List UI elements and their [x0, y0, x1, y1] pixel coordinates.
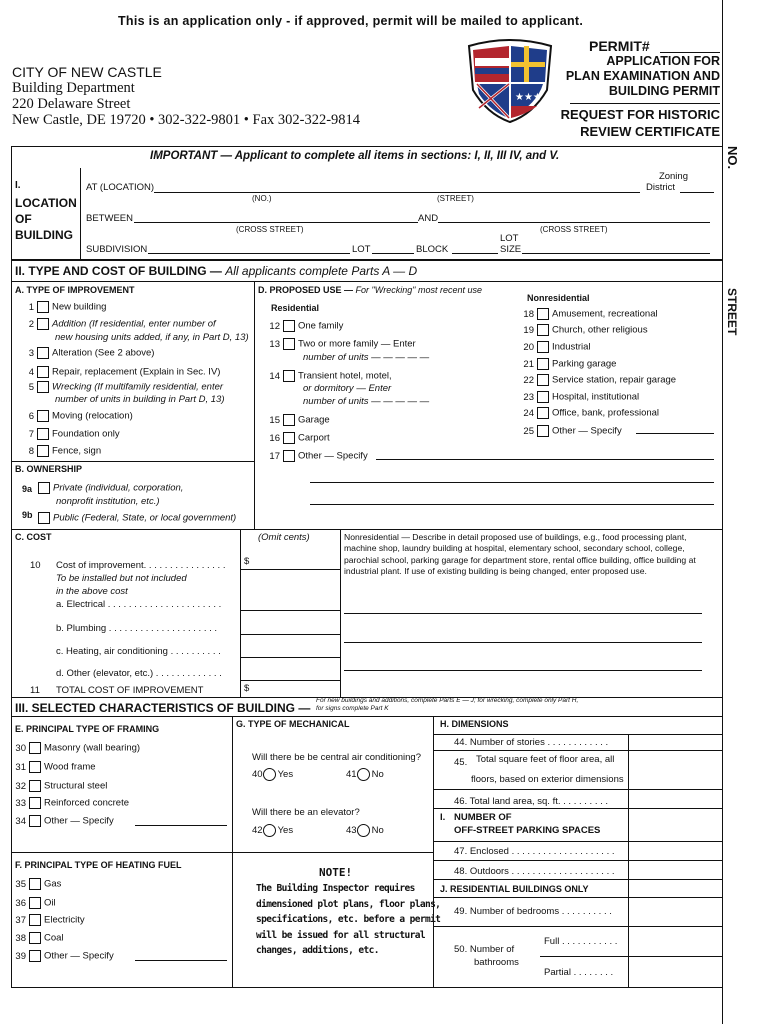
s1-title-2: OF: [15, 212, 32, 226]
framing-33-checkbox[interactable]: [29, 797, 41, 809]
subdivision-label: SUBDIVISION: [86, 244, 148, 255]
fuel-38-num: 38: [15, 932, 26, 944]
a-title: A. TYPE OF IMPROVEMENT: [15, 285, 135, 295]
block-label: BLOCK: [416, 244, 449, 255]
nonres-item-24-option[interactable]: [520, 407, 659, 419]
fuel-35-text: Gas: [44, 878, 62, 890]
res-item-cont-5: number of units — — — — —: [303, 396, 430, 407]
fuel-39-option[interactable]: [12, 950, 114, 962]
nonres-item-23-option[interactable]: [520, 391, 639, 403]
e-title: E. PRINCIPAL TYPE OF FRAMING: [15, 724, 160, 734]
heating-field[interactable]: [240, 657, 340, 658]
at-location-label: AT (LOCATION): [86, 182, 155, 193]
res-item-17-checkbox[interactable]: [283, 450, 295, 462]
c10-sub-2: in the above cost: [56, 586, 128, 597]
c10-text: Cost of improvement. . . . . . . . . . . . . . . .: [56, 560, 226, 571]
permit-title-1: APPLICATION FOR: [606, 54, 720, 68]
nonres-item-20-option[interactable]: [520, 341, 591, 353]
lot-size-label-2: SIZE: [500, 244, 522, 255]
res-item-12-text: One family: [298, 320, 344, 332]
a-item-4-num: 4: [28, 366, 34, 378]
and-label: AND: [418, 213, 439, 224]
res-item-16-num: 16: [269, 432, 280, 444]
nonres-item-23-checkbox[interactable]: [537, 391, 549, 403]
g43-option[interactable]: [346, 824, 384, 837]
a-item-7-text: Foundation only: [52, 428, 120, 440]
ac-yes-label: Yes: [277, 769, 294, 781]
a-item-5-option[interactable]: [20, 381, 223, 393]
permit-title-5: REVIEW CERTIFICATE: [580, 124, 720, 139]
nonres-item-18-text: Amusement, recreational: [552, 308, 658, 320]
city-dept: Building Department: [12, 80, 135, 96]
s3-note-1: For new buildings and additions, complete Parts E — J; for wrecking, complete only Part H,: [316, 697, 579, 704]
g42-num: 42: [252, 825, 263, 837]
important-note: IMPORTANT — Applicant to complete all items in sections: I, II, III IV, and V.: [150, 150, 560, 162]
j50-text-2: bathrooms: [474, 957, 519, 968]
between-label: BETWEEN: [86, 213, 133, 224]
fuel-38-checkbox[interactable]: [29, 932, 41, 944]
s3-note-2: for signs complete Part K: [316, 705, 389, 712]
nonres-item-21-num: 21: [523, 358, 534, 370]
fuel-36-checkbox[interactable]: [29, 897, 41, 909]
a-item-7-checkbox[interactable]: [37, 428, 49, 440]
lot-size-field[interactable]: [522, 253, 710, 254]
framing-30-option[interactable]: [12, 742, 140, 754]
c10-num: 10: [30, 560, 41, 571]
nonres-item-23-text: Hospital, institutional: [552, 391, 640, 403]
b-title: B. OWNERSHIP: [15, 464, 83, 474]
b9b-num: 9b: [22, 510, 33, 520]
desc-line-1[interactable]: [344, 613, 702, 614]
nonres-item-22-checkbox[interactable]: [537, 374, 549, 386]
zoning-label-1: Zoning: [658, 171, 688, 182]
b9b-option[interactable]: [38, 512, 236, 524]
elevator-yes-label: Yes: [277, 825, 294, 837]
a-item-2-option[interactable]: [20, 318, 216, 330]
fuel-37-num: 37: [15, 914, 26, 926]
res-item-13-option[interactable]: [266, 338, 416, 350]
nonres-item-20-checkbox[interactable]: [537, 341, 549, 353]
fuel-38-text: Coal: [44, 932, 64, 944]
cost-other: d. Other (elevator, etc.) . . . . . . . . . . . . .: [56, 668, 222, 679]
fuel-37-checkbox[interactable]: [29, 914, 41, 926]
other-cost-field[interactable]: [240, 680, 340, 681]
svg-text:★★★: ★★★: [515, 92, 542, 103]
j49: 49. Number of bedrooms . . . . . . . . . .: [454, 906, 612, 917]
framing-30-num: 30: [15, 742, 26, 754]
framing-32-text: Structural steel: [44, 780, 108, 792]
g40-option[interactable]: [252, 768, 293, 781]
a-item-cont-6: number of units in building in Part D, 13): [55, 394, 225, 405]
f-title: F. PRINCIPAL TYPE OF HEATING FUEL: [15, 860, 182, 870]
permit-title-3: BUILDING PERMIT: [608, 84, 720, 98]
side-street-label: STREET: [725, 288, 739, 336]
i-title-1: NUMBER OF: [454, 812, 512, 823]
c10-field[interactable]: [240, 569, 340, 570]
res-item-cont-4: or dormitory — Enter: [303, 383, 392, 394]
framing-30-text: Masonry (wall bearing): [44, 742, 141, 754]
plumbing-field[interactable]: [240, 634, 340, 635]
framing-31-checkbox[interactable]: [29, 761, 41, 773]
b9b-text: Public (Federal, State, or local government): [53, 512, 237, 524]
res-item-12-num: 12: [269, 320, 280, 332]
no-caption: (NO.): [252, 194, 272, 203]
note-title: NOTE!: [319, 866, 353, 879]
res-other-specify-line[interactable]: [376, 459, 714, 460]
h44: 44. Number of stories . . . . . . . . . . . .: [454, 737, 609, 748]
b9b-checkbox[interactable]: [38, 512, 50, 524]
fuel-39-num: 39: [15, 950, 26, 962]
lot-size-label-1: LOT: [500, 233, 519, 244]
j-title: J. RESIDENTIAL BUILDINGS ONLY: [440, 884, 589, 894]
j50-partial: Partial . . . . . . . .: [544, 967, 614, 978]
framing-34-checkbox[interactable]: [29, 815, 41, 827]
s3-title: III. SELECTED CHARACTERISTICS OF BUILDING —: [15, 701, 311, 715]
g40-num: 40: [252, 769, 263, 781]
s1-num: I.: [15, 180, 21, 191]
note-line-3: will be issued for all structural: [256, 929, 425, 941]
elevator-yes-radio[interactable]: [263, 824, 276, 837]
elevator-no-label: No: [371, 825, 384, 837]
a-item-5-num: 5: [28, 381, 34, 393]
framing-34-option[interactable]: [12, 815, 114, 827]
note-line-4: changes, additions, etc.: [256, 945, 379, 956]
cost-electrical: a. Electrical . . . . . . . . . . . . . . . . . . . . . .: [56, 599, 222, 610]
nonres-item-20-num: 20: [523, 341, 534, 353]
nonres-item-19-option[interactable]: [520, 324, 648, 336]
subdivision-field[interactable]: [148, 253, 350, 254]
lot-label: LOT: [352, 244, 371, 255]
b9a-option[interactable]: [38, 482, 183, 494]
a-item-1-checkbox[interactable]: [37, 301, 49, 313]
c11-dollar: $: [244, 683, 250, 694]
g41-num: 41: [346, 769, 357, 781]
i-num: I.: [440, 812, 446, 823]
nonres-item-18-checkbox[interactable]: [537, 308, 549, 320]
fuel-38-option[interactable]: [12, 932, 64, 944]
framing-31-text: Wood frame: [44, 761, 96, 773]
nonres-item-21-checkbox[interactable]: [537, 358, 549, 370]
i48: 48. Outdoors . . . . . . . . . . . . . . . . . . . .: [454, 866, 615, 877]
fuel-39-checkbox[interactable]: [29, 950, 41, 962]
and-field[interactable]: [438, 222, 710, 223]
h45-text-2: floors, based on exterior dimensions: [471, 774, 624, 785]
h45-text-1: Total square feet of floor area, all: [476, 754, 615, 765]
c10-dollar: $: [244, 556, 250, 567]
note-line-1: dimensioned plot plans, floor plans,: [256, 898, 441, 910]
b9a-text-2: nonprofit institution, etc.): [56, 496, 160, 507]
zoning-label-2: District: [646, 182, 676, 193]
framing-31-option[interactable]: [12, 761, 96, 773]
fuel-35-checkbox[interactable]: [29, 878, 41, 890]
nonres-item-19-checkbox[interactable]: [537, 324, 549, 336]
res-item-17-option[interactable]: [266, 450, 368, 462]
fuel-36-option[interactable]: [12, 897, 56, 909]
res-item-16-option[interactable]: [266, 432, 330, 444]
res-item-14-checkbox[interactable]: [283, 370, 295, 382]
permit-label: PERMIT#: [589, 38, 650, 54]
g42-option[interactable]: [252, 824, 293, 837]
use-specify-line-2[interactable]: [310, 504, 714, 505]
a-item-5-checkbox[interactable]: [37, 381, 49, 393]
lot-field[interactable]: [372, 253, 414, 254]
framing-30-checkbox[interactable]: [29, 742, 41, 754]
a-item-4-option[interactable]: [20, 366, 220, 378]
a-item-8-option[interactable]: [20, 445, 101, 457]
zoning-field[interactable]: [680, 192, 714, 193]
j50-full: Full . . . . . . . . . . .: [544, 936, 618, 947]
res-item-13-text: Two or more family — Enter: [298, 338, 416, 350]
framing-33-num: 33: [15, 797, 26, 809]
a-item-5-text: Wrecking (If multifamily residential, enter: [52, 381, 224, 393]
fuel-35-option[interactable]: [12, 878, 61, 890]
res-item-15-option[interactable]: [266, 414, 330, 426]
desc-line-3[interactable]: [344, 670, 702, 671]
a-item-4-text: Repair, replacement (Explain in Sec. IV): [52, 366, 221, 378]
nonres-item-22-option[interactable]: [520, 374, 676, 386]
framing-32-num: 32: [15, 780, 26, 792]
res-item-cont-2: number of units — — — — —: [303, 352, 430, 363]
nonres-description: Nonresidential — Describe in detail proposed use of buildings, e.g., food processing plant, machine shop, laundry building at hospital, elementary school, secondary school, college, parochial school, parking garage for department store, rental office building, office building at industrial plant. If use of existing building is being changed, enter proposed use.: [344, 532, 696, 577]
b9a-checkbox[interactable]: [38, 482, 50, 494]
framing-33-option[interactable]: [12, 797, 129, 809]
s2-title: II. TYPE AND COST OF BUILDING —: [15, 264, 222, 278]
a-item-3-text: Alteration (See 2 above): [52, 347, 155, 359]
nonres-item-25-option[interactable]: [520, 425, 622, 437]
framing-other-line[interactable]: [135, 825, 227, 826]
a-item-6-text: Moving (relocation): [52, 410, 133, 422]
res-item-17-num: 17: [269, 450, 280, 462]
d-title: [258, 285, 482, 295]
framing-34-text: Other — Specify: [44, 815, 114, 827]
note-line-2: specifications, etc. before a permit: [256, 914, 441, 925]
cost-heating: c. Heating, air conditioning . . . . . . . . . .: [56, 646, 221, 657]
c10-sub-1: To be installed but not included: [56, 573, 187, 584]
permit-title-4: REQUEST FOR HISTORIC: [560, 107, 720, 122]
a-item-7-num: 7: [28, 428, 34, 440]
nonres-item-18-num: 18: [523, 308, 534, 320]
nonres-item-20-text: Industrial: [552, 341, 591, 353]
nonres-item-21-text: Parking garage: [552, 358, 617, 370]
res-item-16-checkbox[interactable]: [283, 432, 295, 444]
h46: 46. Total land area, sq. ft. . . . . . . . . .: [454, 796, 609, 807]
nonres-item-21-option[interactable]: [520, 358, 616, 370]
city-contact: New Castle, DE 19720 • 302-322-9801 • Fax 302-322-9814: [12, 112, 361, 128]
a-item-6-option[interactable]: [20, 410, 133, 422]
res-item-12-checkbox[interactable]: [283, 320, 295, 332]
res-item-14-option[interactable]: [266, 370, 392, 382]
nonres-item-19-num: 19: [523, 324, 534, 336]
res-item-17-text: Other — Specify: [298, 450, 368, 462]
a-item-8-num: 8: [28, 445, 34, 457]
framing-33-text: Reinforced concrete: [44, 797, 130, 809]
s2-subtitle: All applicants complete Parts A — D: [225, 264, 418, 278]
b9a-num: 9a: [22, 484, 33, 494]
fuel-other-line[interactable]: [135, 960, 227, 961]
between-field[interactable]: [134, 222, 418, 223]
res-item-15-text: Garage: [298, 414, 330, 426]
i-title-2: OFF-STREET PARKING SPACES: [454, 825, 601, 836]
a-item-1-option[interactable]: [20, 301, 106, 313]
a-item-cont-2: new housing units added, if any, in Part D, 13): [55, 332, 249, 343]
a-item-2-num: 2: [28, 318, 34, 330]
h45-num: 45.: [454, 757, 468, 768]
res-item-13-num: 13: [269, 338, 280, 350]
fuel-36-text: Oil: [44, 897, 56, 909]
nonres-item-24-text: Office, bank, professional: [552, 407, 660, 419]
a-item-8-checkbox[interactable]: [37, 445, 49, 457]
res-item-16-text: Carport: [298, 432, 330, 444]
a-item-3-checkbox[interactable]: [37, 347, 49, 359]
nonres-item-24-num: 24: [523, 407, 534, 419]
nonres-item-25-num: 25: [523, 425, 534, 437]
nonres-item-25-checkbox[interactable]: [537, 425, 549, 437]
framing-32-option[interactable]: [12, 780, 107, 792]
d-title-sub: For "Wrecking" most recent use: [355, 285, 482, 295]
g-question-2: Will there be an elevator?: [252, 807, 360, 818]
nonres-item-25-text: Other — Specify: [552, 425, 622, 437]
fuel-37-option[interactable]: [12, 914, 85, 926]
res-item-14-text: Transient hotel, motel,: [298, 370, 392, 382]
block-field[interactable]: [452, 253, 498, 254]
framing-34-num: 34: [15, 815, 26, 827]
a-item-6-checkbox[interactable]: [37, 410, 49, 422]
nonres-item-23-num: 23: [523, 391, 534, 403]
g-question-1: Will there be be central air conditioning?: [252, 752, 421, 763]
note-line-0: The Building Inspector requires: [256, 883, 415, 894]
s1-title-1: LOCATION: [15, 196, 77, 210]
a-item-3-option[interactable]: [20, 347, 154, 359]
res-item-13-checkbox[interactable]: [283, 338, 295, 350]
g-title: G. TYPE OF MECHANICAL: [236, 719, 350, 729]
a-item-4-checkbox[interactable]: [37, 366, 49, 378]
g41-option[interactable]: [346, 768, 384, 781]
a-item-7-option[interactable]: [20, 428, 120, 440]
use-specify-line-1[interactable]: [310, 482, 714, 483]
side-no-label: NO.: [725, 146, 740, 170]
cross-caption-1: (CROSS STREET): [236, 225, 304, 234]
omit-cents: (Omit cents): [258, 532, 310, 543]
at-location-field[interactable]: [154, 192, 640, 193]
a-item-1-num: 1: [28, 301, 34, 313]
nonresidential-label: Nonresidential: [527, 293, 590, 303]
g43-num: 43: [346, 825, 357, 837]
i47: 47. Enclosed . . . . . . . . . . . . . . . . . . . .: [454, 846, 615, 857]
s1-title-3: BUILDING: [15, 228, 73, 242]
res-item-15-checkbox[interactable]: [283, 414, 295, 426]
c11-num: 11: [30, 685, 40, 696]
c11-text: TOTAL COST OF IMPROVEMENT: [56, 685, 204, 696]
fuel-37-text: Electricity: [44, 914, 85, 926]
fuel-39-text: Other — Specify: [44, 950, 114, 962]
b9a-text-1: Private (individual, corporation,: [53, 482, 184, 494]
a-item-2-checkbox[interactable]: [37, 318, 49, 330]
electrical-field[interactable]: [240, 610, 340, 611]
nonres-item-19-text: Church, other religious: [552, 324, 648, 336]
top-note: This is an application only - if approved, permit will be mailed to applicant.: [118, 14, 584, 28]
city-street: 220 Delaware Street: [12, 96, 131, 112]
permit-number-line[interactable]: [660, 52, 720, 53]
framing-32-checkbox[interactable]: [29, 780, 41, 792]
ac-no-radio[interactable]: [357, 768, 370, 781]
nonres-item-22-text: Service station, repair garage: [552, 374, 677, 386]
nonres-item-24-checkbox[interactable]: [537, 407, 549, 419]
nonres-item-22-num: 22: [523, 374, 534, 386]
res-item-15-num: 15: [269, 414, 280, 426]
d-title-label: D. PROPOSED USE —: [258, 285, 354, 295]
nonres-other-specify-line[interactable]: [636, 433, 714, 434]
cross-caption-2: (CROSS STREET): [540, 225, 608, 234]
nonres-item-18-option[interactable]: [520, 308, 658, 320]
residential-label: Residential: [271, 303, 320, 313]
desc-line-2[interactable]: [344, 642, 702, 643]
a-item-3-num: 3: [28, 347, 34, 359]
res-item-14-num: 14: [269, 370, 280, 382]
c-title: C. COST: [15, 532, 52, 542]
res-item-12-option[interactable]: [266, 320, 343, 332]
fuel-35-num: 35: [15, 878, 26, 890]
a-item-6-num: 6: [28, 410, 34, 422]
s2-heading: [15, 264, 417, 278]
fuel-36-num: 36: [15, 897, 26, 909]
a-item-2-text: Addition (If residential, enter number of: [52, 318, 216, 330]
cost-plumbing: b. Plumbing . . . . . . . . . . . . . . . . . . . . .: [56, 623, 218, 634]
elevator-no-radio[interactable]: [357, 824, 370, 837]
city-name: CITY OF NEW CASTLE: [12, 64, 162, 80]
street-caption: (STREET): [437, 194, 474, 203]
ac-no-label: No: [371, 769, 384, 781]
framing-31-num: 31: [15, 761, 26, 773]
a-item-8-text: Fence, sign: [52, 445, 102, 457]
h-title: H. DIMENSIONS: [440, 719, 509, 729]
a-item-1-text: New building: [52, 301, 107, 313]
j50-text-1: 50. Number of: [454, 944, 515, 955]
ac-yes-radio[interactable]: [263, 768, 276, 781]
permit-title-2: PLAN EXAMINATION AND: [565, 69, 720, 83]
